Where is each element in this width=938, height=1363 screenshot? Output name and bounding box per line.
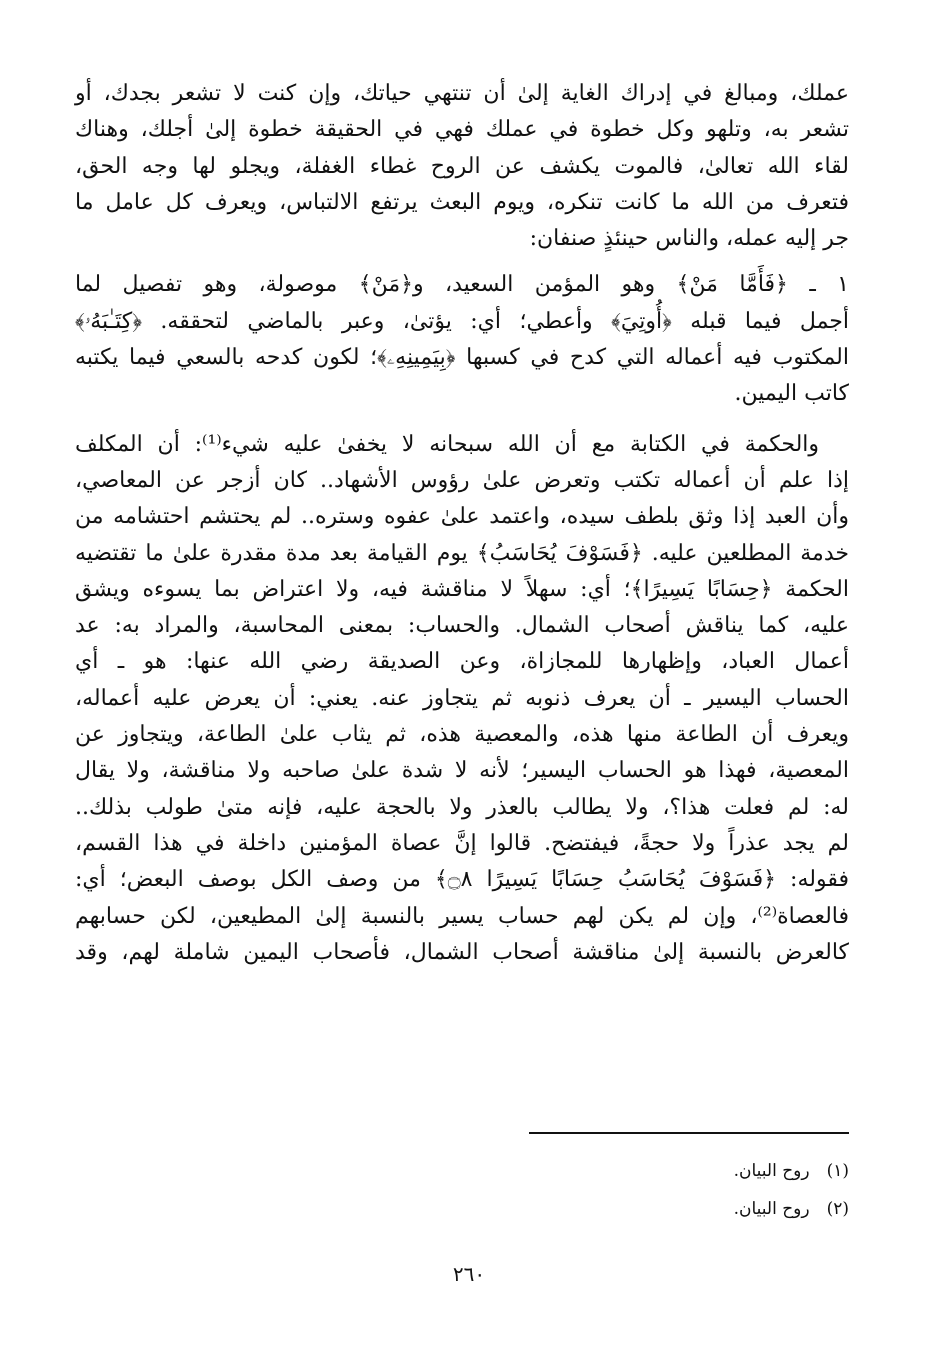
footnote-number: (٢)	[826, 1199, 849, 1219]
text-line: لقاء الله تعالىٰ، فالموت يكشف عن الروح غطاء الغفلة، ويجلو لها وجه الحق،	[75, 153, 849, 179]
text-line: الحكمة ﴿حِسَابًا يَسِيرًا﴾؛ أي: سهلاً لا مناقشة فيه، ولا اعتراض بما يسوءه ويشق	[75, 576, 849, 602]
text-line: أعمال العباد، وإظهارها للمجازاة، وعن الصديقة رضي الله عنها: هو ـ أي	[75, 649, 849, 675]
text-line: المعصية، فهذا هو الحساب اليسير؛ لأنه لا شدة علىٰ صاحبه ولا مناقشة، ولا يقال	[75, 758, 849, 784]
footnote-item	[449, 1190, 849, 1228]
footnote-text: روح البيان.	[733, 1199, 810, 1219]
footnotes	[449, 1152, 849, 1228]
page-number: ٢٦٠	[452, 1262, 486, 1286]
text-line: فقوله: ﴿فَسَوْفَ يُحَاسَبُ حِسَابًا يَسِيرًا ۝٨﴾ من وصف الكل بوصف البعض؛ أي:	[75, 867, 849, 893]
footnote-number: (١)	[826, 1161, 849, 1181]
footnote-divider	[529, 1132, 849, 1134]
text-line: كاتب اليمين.	[734, 381, 849, 407]
text-line: والحكمة في الكتابة مع أن الله سبحانه لا يخفىٰ عليه شيء⁽¹⁾: أن المكلف	[75, 431, 820, 457]
text-line: لم يجد عذراً ولا حجةً، فيفتضح. قالوا إنَّ عصاة المؤمنين داخلة في هذا القسم،	[75, 830, 849, 856]
text-line: كالعرض بالنسبة إلىٰ مناقشة أصحاب الشمال، فأصحاب اليمين شاملة لهم، وقد	[75, 939, 849, 965]
text-line: جر إليه عمله، والناس حينئذٍ صنفان:	[529, 226, 849, 252]
footnote-text: روح البيان.	[733, 1161, 810, 1181]
text-line: عليه، كما يناقش أصحاب الشمال. والحساب: بمعنى المحاسبة، والمراد به: عد	[75, 613, 849, 639]
text-line: خدمة المطلعين عليه. ﴿فَسَوْفَ يُحَاسَبُ﴾ يوم القيامة بعد مدة مقدرة علىٰ ما تقتضيه	[75, 540, 849, 566]
text-line: المكتوب فيه أعماله التي كدح في كسبها ﴿بِيَمِينِهِۦ﴾؛ لكون كدحه بالسعي فيما يكتبه	[75, 345, 849, 371]
page-body	[75, 76, 849, 971]
text-line: أجمل فيما قبله ﴿أُوتِيَ﴾ وأعطي؛ أي: يؤتىٰ، وعبر بالماضي لتحققه. ﴿كِتَـٰبَهُۥ﴾	[75, 308, 849, 334]
text-line: ١ ـ ﴿فَأَمَّا مَنْ﴾ وهو المؤمن السعيد، و﴿مَنْ﴾ موصولة، وهو تفصيل لما	[75, 272, 849, 298]
footnote-item	[449, 1152, 849, 1190]
text-line: فالعصاة⁽²⁾، وإن لم يكن لهم حساب يسير بالنسبة إلىٰ المطيعين، لكن حسابهم	[75, 903, 849, 929]
text-line: عملك، ومبالغ في إدراك الغاية إلىٰ أن تنتهي حياتك، وإن كنت لا تشعر بجدك، أو	[75, 81, 849, 106]
paragraph-wisdom	[75, 427, 849, 971]
paragraph-first-group	[75, 267, 849, 412]
text-line: ويعرف أن الطاعة منها هذه، والمعصية هذه، ثم يثاب علىٰ الطاعة، ويتجاوز عن	[75, 722, 849, 748]
text-line: وأن العبد إذا وثق بلطف سيده، واعتمد علىٰ عفوه وستره.. لم يحتشم احتشامه من	[75, 504, 849, 530]
paragraph-intro	[75, 76, 849, 257]
text-line: فتعرف من الله ما كانت تنكره، ويوم البعث يرتفع الالتباس، ويعرف كل عامل ما	[75, 189, 849, 215]
text-line: إذا علم أن أعماله تكتب وتعرض علىٰ رؤوس الأشهاد.. كان أزجر عن المعاصي،	[75, 467, 849, 493]
text-line: له: لم فعلت هذا؟، ولا يطالب بالعذر ولا بالحجة عليه، فإنه متىٰ طولب بذلك..	[75, 794, 849, 820]
text-line: تشعر به، وتلهو وكل خطوة في عملك فهي في الحقيقة خطوة إلىٰ أجلك، وهناك	[75, 117, 849, 143]
text-line: الحساب اليسير ـ أن يعرف ذنوبه ثم يتجاوز عنه. يعني: أن يعرض عليه أعماله،	[75, 685, 849, 711]
